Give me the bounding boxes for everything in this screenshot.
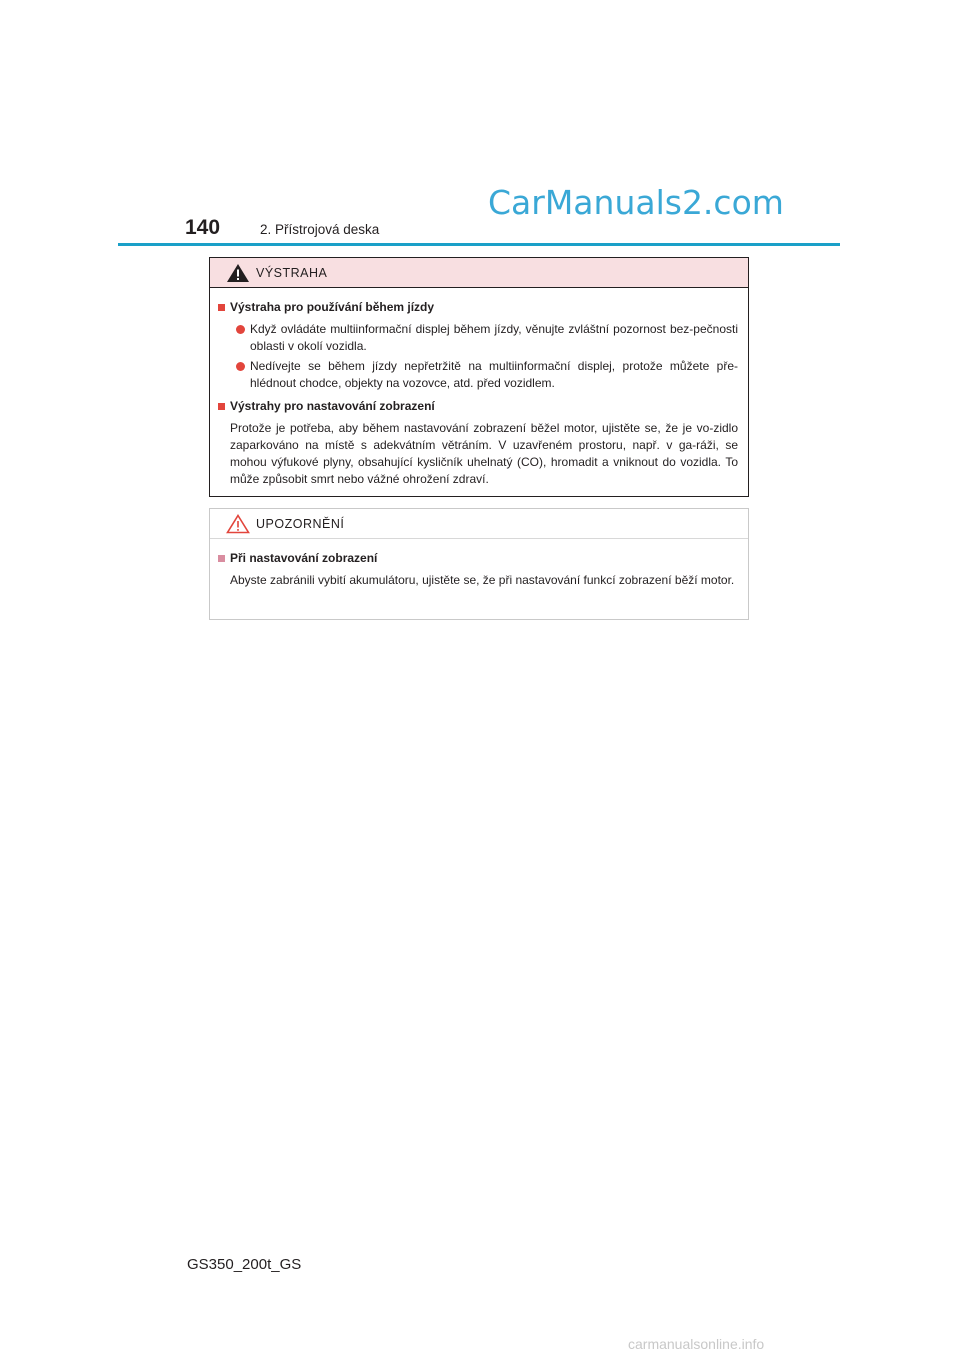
page-number: 140 xyxy=(185,216,221,239)
caution-paragraph: Abyste zabránili vybití akumulátoru, ujistěte se, že při nastavování funkcí zobrazení běží motor. xyxy=(230,573,735,587)
warning-box xyxy=(209,257,749,497)
warning-bullet-1: Když ovládáte multiinformační displej během jízdy, věnujte zvláštní pozornost bez-pečnosti oblasti v okolí vozidla. xyxy=(218,321,738,355)
warning-paragraph-settings: Protože je potřeba, aby během nastavování zobrazení běžel motor, ujistěte se, že je vo-zidlo zaparkováno na místě s adekvátním větráním. V uzavřeném prostoru, např. v ga-ráži, se mohou výfukové plyny, obsahující kysličník uhelnatý (CO), hromadit a vniknout do vozidla. To může způsobit smrt nebo vážné ohrožení zdraví. xyxy=(230,421,738,486)
warning-bullet-2: Nedívejte se během jízdy nepřetržitě na multiinformační displej, protože můžete pře-hlédnout chodce, objekty na vozovce, atd. před vozidlem. xyxy=(218,358,738,392)
caution-label: UPOZORNĚNÍ xyxy=(256,516,345,531)
warning-heading-driving: Výstraha pro používání během jízdy xyxy=(218,300,738,315)
round-bullet-icon xyxy=(236,325,245,334)
caution-triangle-icon xyxy=(226,514,250,534)
watermark-bottom: carmanualsonline.info xyxy=(628,1336,765,1352)
warning-box-header xyxy=(210,258,748,288)
watermark-top: CarManuals2.com xyxy=(488,183,784,222)
warning-heading-settings: Výstrahy pro nastavování zobrazení xyxy=(218,399,738,414)
warning-box-body xyxy=(210,288,748,488)
header-rule xyxy=(118,243,840,246)
footer-model: GS350_200t_GS xyxy=(187,1256,302,1273)
caution-box-header xyxy=(210,509,748,539)
caution-box xyxy=(209,508,749,620)
warning-triangle-icon xyxy=(226,263,250,283)
caution-box-body xyxy=(210,539,748,589)
caution-heading: Při nastavování zobrazení xyxy=(218,551,738,566)
square-bullet-icon xyxy=(218,304,225,311)
round-bullet-icon xyxy=(236,362,245,371)
square-bullet-icon xyxy=(218,403,225,410)
square-bullet-icon xyxy=(218,555,225,562)
section-title: 2. Přístrojová deska xyxy=(260,222,380,237)
warning-label: VÝSTRAHA xyxy=(256,265,328,280)
